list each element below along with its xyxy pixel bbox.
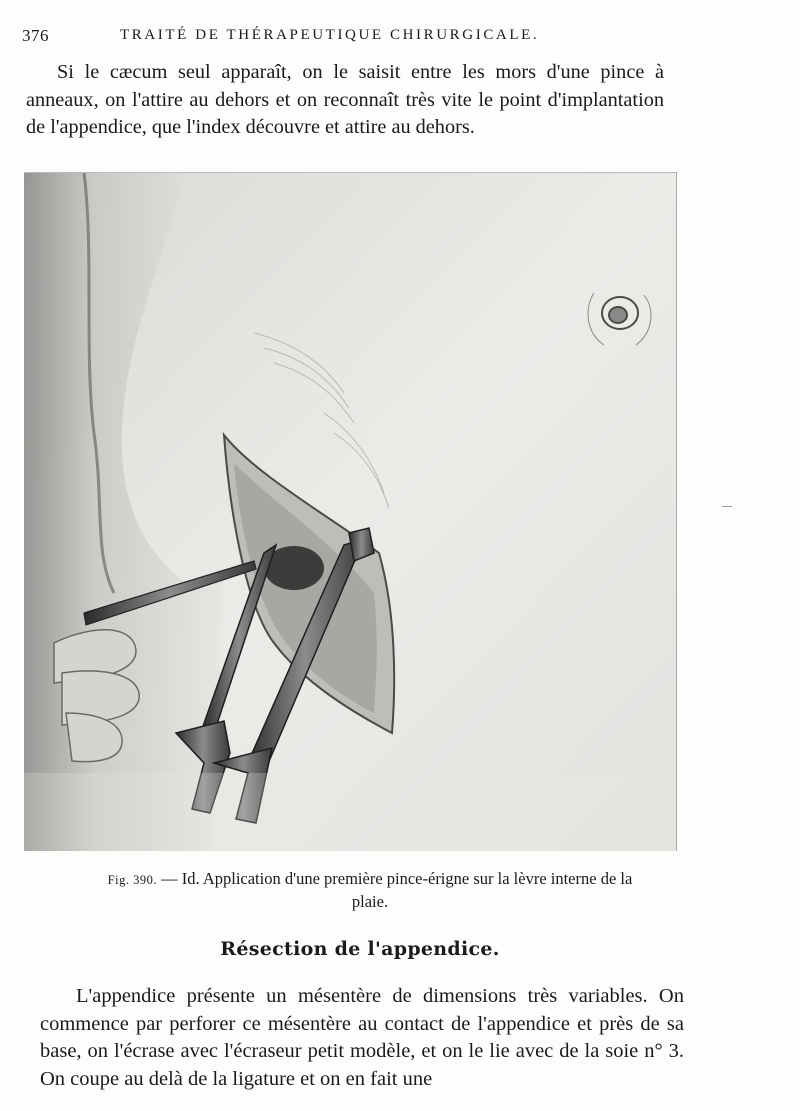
surgical-illustration [24,172,677,851]
margin-mark [722,506,732,507]
figure-caption [90,868,650,913]
page-header [22,26,782,52]
illustration-drawing [24,173,676,851]
paragraph-1-text: Si le cæcum seul apparaît, on le saisit entre les mors d'une pince à anneaux, on l'attire au dehors et on reconnaît très vite le point d'implantation de l'appendice, que l'index découvre et attire au dehors. [26,61,664,138]
figure-label: Fig. 390. [107,873,157,887]
running-title: TRAITÉ DE THÉRAPEUTIQUE CHIRURGICALE. [120,27,540,43]
paragraph-1 [26,59,664,142]
paragraph-2 [40,983,684,1093]
figure-caption-text: — Id. Application d'une première pince-érigne sur la lèvre interne de la plaie. [161,869,633,911]
section-heading: Résection de l'appendice. [220,938,500,960]
page-number: 376 [22,26,49,45]
paragraph-2-text: L'appendice présente un mésentère de dimensions très variables. On commence par perforer ce mésentère au contact de l'appendice et près de sa base, on l'écrase avec l'écraseur petit modèle, et on le lie avec de la soie n° 3. On coupe au delà de la ligature et on en fait une [40,985,684,1090]
